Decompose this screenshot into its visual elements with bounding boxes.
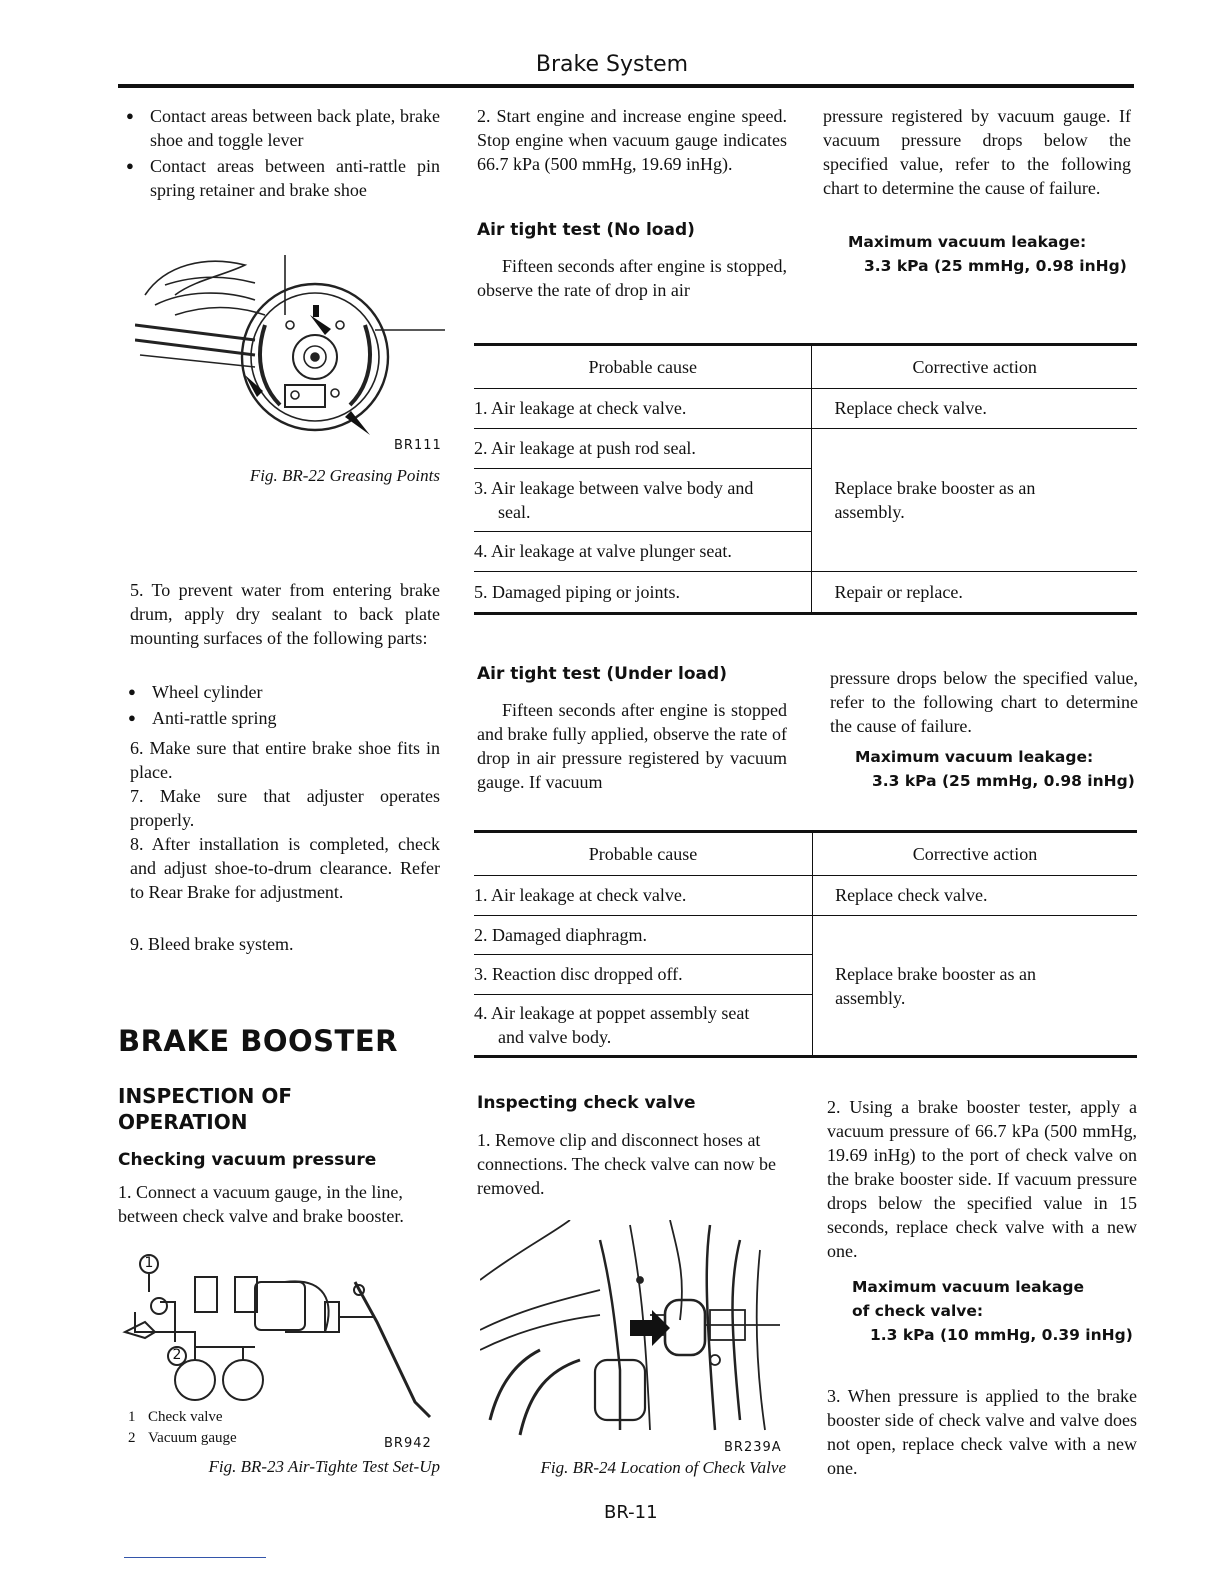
max-leakage-label: Maximum vacuum leakage xyxy=(852,1278,1084,1296)
max-leakage-label: Maximum vacuum leakage: xyxy=(848,233,1087,251)
table-row xyxy=(474,876,1137,916)
legend-label: Check valve xyxy=(148,1409,223,1425)
table-cell: Replace brake booster as an assembly. xyxy=(813,916,1137,1057)
footer-line xyxy=(124,1557,266,1558)
table-cell: Repair or replace. xyxy=(812,572,1137,614)
step-1-connect-gauge: 1. Connect a vacuum gauge, in the line, between check valve and brake booster. xyxy=(118,1182,404,1226)
step-6: 6. Make sure that entire brake shoe fits in place. xyxy=(130,738,440,782)
table-cell xyxy=(474,995,813,1057)
cause-table-no-load xyxy=(474,343,1137,615)
under-load-text: Fifteen seconds after engine is stopped and brake fully applied, observe the rate of drop in air pressure registered by vacuum gauge. If vacuum xyxy=(477,700,787,792)
table-row xyxy=(474,429,1137,469)
step-7: 7. Make sure that adjuster operates properly. xyxy=(130,786,440,830)
check-valve-step-2: 2. Using a brake booster tester, apply a vacuum pressure of 66.7 kPa (500 mmHg, 19.69 inHg) to the port of check valve on the brake booster side. If vacuum pressure drops below the specified value in 15 seconds, replace check valve with a new one. xyxy=(827,1097,1137,1261)
figure-code: BR942 xyxy=(384,1436,432,1451)
checking-vacuum-heading: Checking vacuum pressure xyxy=(118,1150,377,1170)
max-leakage-label-cont: of check valve: xyxy=(852,1302,984,1320)
max-leakage-label: Maximum vacuum leakage: xyxy=(855,748,1094,766)
table-cell-line: and valve body. xyxy=(498,1027,612,1047)
figure-caption: Fig. BR-22 Greasing Points xyxy=(249,466,440,485)
list-item: ● Contact areas between anti-rattle pin spring retainer and brake shoe xyxy=(118,154,440,202)
list-item: ● Wheel cylinder xyxy=(120,680,440,704)
header-rule xyxy=(118,84,1134,88)
step-9: 9. Bleed brake system. xyxy=(130,934,294,954)
no-load-heading: Air tight test (No load) xyxy=(477,220,695,240)
legend-item xyxy=(128,1407,237,1428)
callout-1: 1 xyxy=(144,1255,154,1271)
page-number: BR-11 xyxy=(604,1502,658,1523)
air-tight-test-setup-figure xyxy=(115,1252,435,1422)
legend-num: 2 xyxy=(128,1430,136,1446)
step-5: 5. To prevent water from entering brake drum, apply dry sealant to back plate mounting surfaces of the following parts: xyxy=(130,580,440,648)
legend-label: Vacuum gauge xyxy=(148,1430,237,1446)
table-row xyxy=(474,389,1137,429)
no-load-text: Fifteen seconds after engine is stopped, observe the rate of drop in air xyxy=(477,256,787,300)
list-item: ● Anti-rattle spring xyxy=(120,706,440,730)
table-cell: 1. Air leakage at check valve. xyxy=(474,389,812,429)
inspecting-check-valve-heading: Inspecting check valve xyxy=(477,1093,696,1113)
table-cell-line: 3. Air leakage between valve body and xyxy=(474,478,754,498)
table-cell: 2. Damaged diaphragm. xyxy=(474,916,813,955)
max-leakage-value: 3.3 kPa (25 mmHg, 0.98 inHg) xyxy=(872,772,1135,790)
step-8: 8. After installation is completed, check and adjust shoe-to-drum clearance. Refer to Rear Brake for adjustment. xyxy=(130,834,440,902)
table-cell: 1. Air leakage at check valve. xyxy=(474,876,813,916)
table-cell: Replace brake booster as an assembly. xyxy=(812,429,1137,572)
figure-caption: Fig. BR-23 Air-Tighte Test Set-Up xyxy=(208,1457,440,1476)
callout-2: 2 xyxy=(172,1347,182,1363)
table-cell: 3. Reaction disc dropped off. xyxy=(474,955,813,995)
table-cell-line: 4. Air leakage at poppet assembly seat xyxy=(474,1003,750,1023)
table-row xyxy=(474,916,1137,955)
step5-bullet-list xyxy=(120,680,440,732)
under-load-text-cont: pressure drops below the specified value, refer to the following chart to determine the cause of failure. xyxy=(830,668,1138,736)
section-title: BRAKE BOOSTER xyxy=(118,1024,398,1058)
check-valve-step-1: 1. Remove clip and disconnect hoses at connections. The check valve can now be removed. xyxy=(477,1130,777,1198)
list-item: ● Contact areas between back plate, brake shoe and toggle lever xyxy=(118,104,440,152)
figure-caption: Fig. BR-24 Location of Check Valve xyxy=(540,1458,786,1477)
table-cell: Replace check valve. xyxy=(813,876,1137,916)
check-valve-location-figure xyxy=(480,1220,780,1440)
step-2-start-engine: 2. Start engine and increase engine speed. Stop engine when vacuum gauge indicates 66.7 kPa (500 mmHg, 19.69 inHg). xyxy=(477,106,787,174)
max-leakage-value: 3.3 kPa (25 mmHg, 0.98 inHg) xyxy=(864,257,1127,275)
figure-code: BR239A xyxy=(724,1440,782,1455)
figure-code: BR111 xyxy=(394,438,442,453)
under-load-heading: Air tight test (Under load) xyxy=(477,664,727,684)
cause-table-under-load xyxy=(474,830,1137,1058)
table-cell-line: seal. xyxy=(498,502,531,522)
table-row xyxy=(474,572,1137,614)
table-cell: Replace check valve. xyxy=(812,389,1137,429)
subsection-title: INSPECTION OF OPERATION xyxy=(118,1084,293,1134)
max-leakage-value: 1.3 kPa (10 mmHg, 0.39 inHg) xyxy=(870,1326,1133,1344)
greasing-points-figure xyxy=(135,245,447,465)
greasing-bullet-list xyxy=(118,104,440,204)
legend-item xyxy=(128,1428,237,1449)
pressure-text: pressure registered by vacuum gauge. If vacuum pressure drops below the specified value, refer to the following chart to determine the cause of failure. xyxy=(823,106,1131,198)
page-header: Brake System xyxy=(535,52,689,77)
table-header-cause: Probable cause xyxy=(474,345,812,389)
figure-legend xyxy=(128,1407,237,1449)
table-header-action: Corrective action xyxy=(813,832,1137,876)
table-cell: 4. Air leakage at valve plunger seat. xyxy=(474,532,812,572)
table-header-action: Corrective action xyxy=(812,345,1137,389)
check-valve-step-3: 3. When pressure is applied to the brake booster side of check valve and valve does not open, replace check valve with a new one. xyxy=(827,1386,1137,1478)
legend-num: 1 xyxy=(128,1409,136,1425)
table-cell: 5. Damaged piping or joints. xyxy=(474,572,812,614)
table-header-cause: Probable cause xyxy=(474,832,813,876)
table-cell xyxy=(474,469,812,532)
table-cell: 2. Air leakage at push rod seal. xyxy=(474,429,812,469)
